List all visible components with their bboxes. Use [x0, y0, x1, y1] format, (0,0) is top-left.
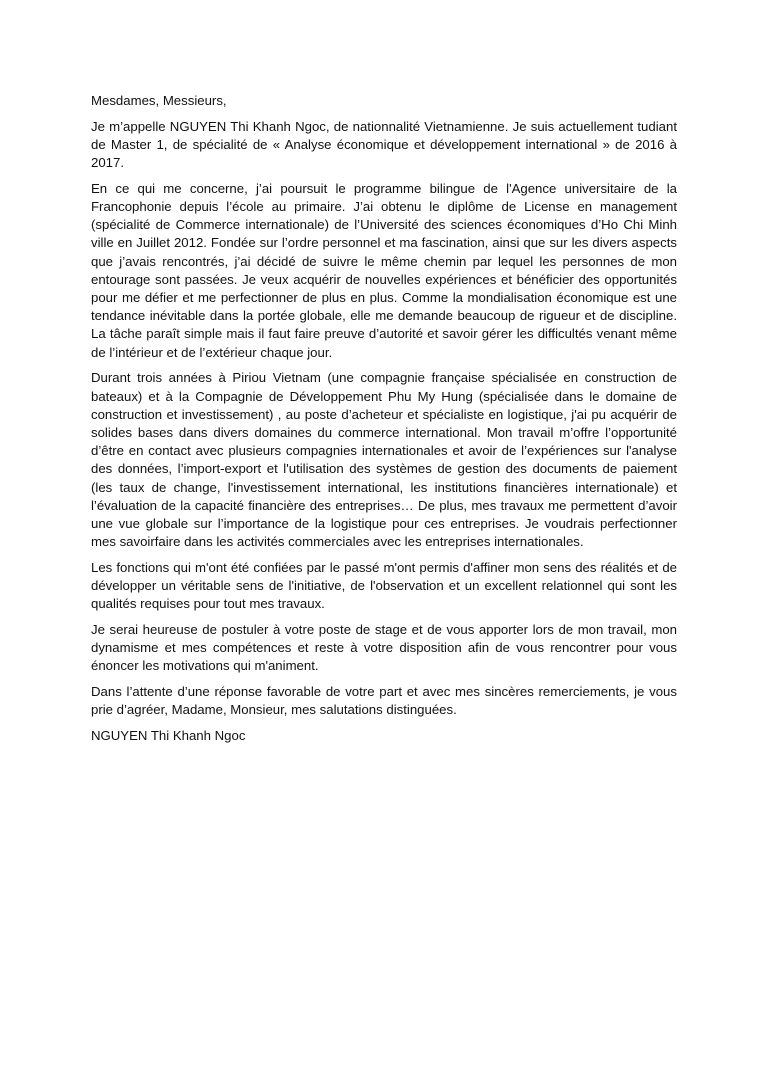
- paragraph-application: Je serai heureuse de postuler à votre poste de stage et de vous apporter lors de mon travail, mon dynamisme et mes compétences et reste à votre disposition afin de vous rencontrer pour vous énoncer les motivations qui m'animent.: [91, 621, 677, 674]
- greeting: Mesdames, Messieurs,: [91, 93, 227, 108]
- paragraph-closing: Dans l’attente d’une réponse favorable de votre part et avec mes sincères remerciements, je vous prie d’agréer, Madame, Monsieur, mes salutations distinguées.: [91, 684, 677, 718]
- signature: NGUYEN Thi Khanh Ngoc: [91, 728, 246, 743]
- paragraph-education: En ce qui me concerne, j’ai poursuit le programme bilingue de l'Agence universitaire de la Francophonie depuis l’école au primaire. J’ai obtenu le diplôme de License en management (spécialité de Commerce internationale) de l’Université des sciences économiques d’Ho Chi Minh ville en Juillet 2012. Fondée sur l’ordre personnel et ma fascination, ainsi que sur les divers aspects que j’avais rencontrés, j’ai décidé de suivre le même chemin par lequel les personnes de mon entourage sont passées. Je veux acquérir de nouvelles expériences et bénéficier des opportunités pour me défier et me perfectionner de plus en plus. Comme la mondialisation économique est une tendance inévitable dans la portée globale, elle me demande beaucoup de rigueur et de discipline. La tâche paraît simple mais il faut faire preuve d’autorité et savoir gérer les difficultés venant même de l’intérieur et de l’extérieur chaque jour.: [91, 180, 677, 360]
- paragraph-experience: Durant trois années à Piriou Vietnam (une compagnie française spécialisée en construction de bateaux) et à la Compagnie de Développement Phu My Hung (spécialisée dans le domaine de construction et investissement) , au poste d’acheteur et spécialiste en logistique, j'ai pu acquérir de solides bases dans divers domaines du commerce international. Mon travail m’offre l’opportunité d’être en contact avec plusieurs compagnies internationales et avoir de l’expériences sur l'analyse des données, l’import-export et l'utilisation des systèmes de gestion des documents de paiement (les taux de change, l'investissement international, les institutions financières internationale) et l’évaluation de la capacité financière des entreprises… De plus, mes travaux me permettent d’avoir une vue globale sur l’importance de la logistique pour ces entreprises. Je voudrais perfectionner mes savoirfaire dans les activités commerciales avec les entreprises internationales.: [91, 370, 677, 550]
- cover-letter: [91, 92, 677, 753]
- paragraph-qualities: Les fonctions qui m'ont été confiées par le passé m'ont permis d'affiner mon sens des réalités et de développer un véritable sens de l'initiative, de l'observation et un excellent relationnel qui sont les qualités requises pour tout mes travaux.: [91, 559, 677, 612]
- paragraph-introduction: Je m’appelle NGUYEN Thi Khanh Ngoc, de nationnalité Vietnamienne. Je suis actuellement tudiant de Master 1, de spécialité de « Analyse économique et développement international » de 2016 à 2017.: [91, 118, 677, 171]
